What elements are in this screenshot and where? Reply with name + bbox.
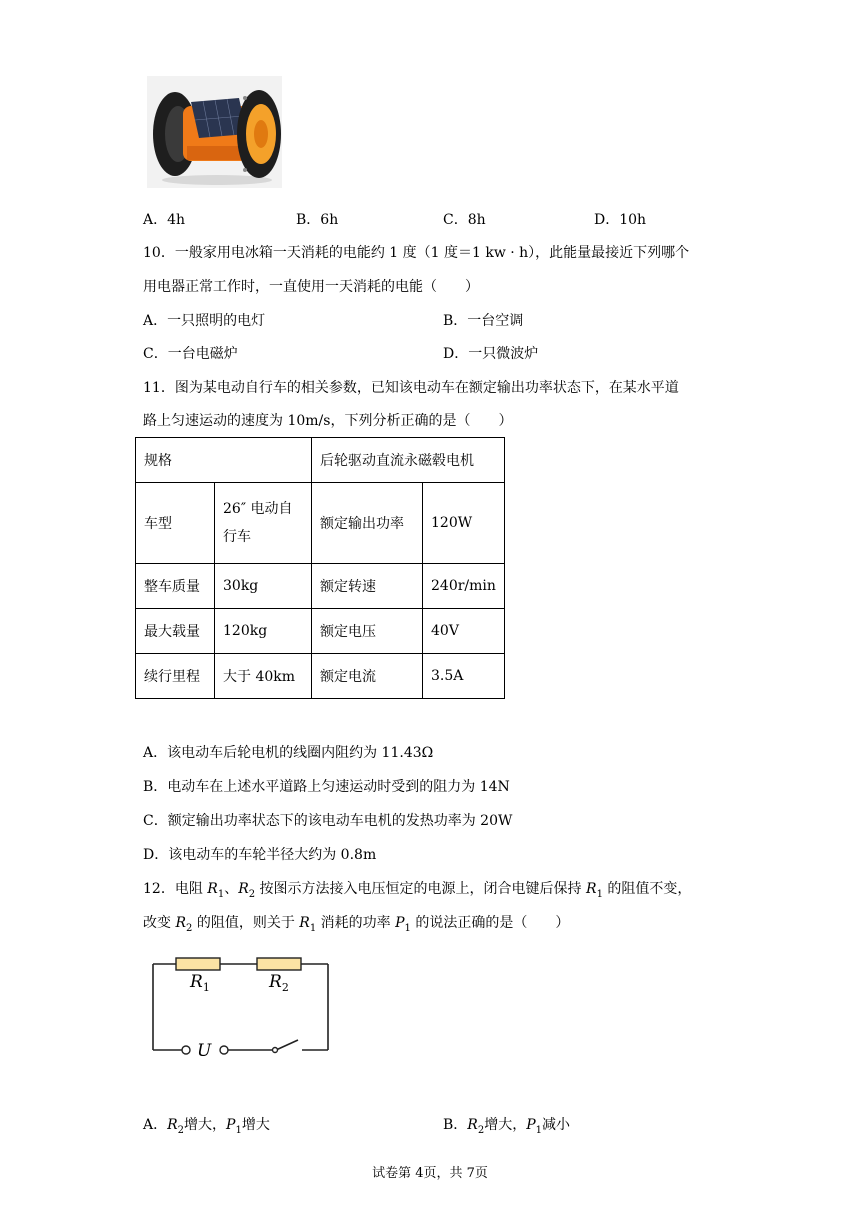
q12-text: 的说法正确的是（ ） [410, 915, 570, 931]
var-r: R [175, 915, 186, 931]
q12-stem-line1 [143, 878, 691, 900]
q10-option-c[interactable]: C．一台电磁炉 [143, 346, 238, 362]
subscript: 1 [535, 1124, 543, 1136]
q12-text: 、 [224, 881, 239, 897]
label-r2: $R_2$ [269, 972, 289, 994]
q9-option-a[interactable]: A．4h [143, 212, 186, 228]
q12-stem-line2 [143, 912, 569, 934]
table-cell: 规格 [136, 438, 312, 483]
subscript: 1 [309, 922, 317, 934]
label-r1: $R_1$ [190, 972, 210, 994]
var-r: R [167, 1117, 178, 1133]
table-cell: 40V [423, 609, 505, 654]
subscript: 1 [217, 888, 225, 900]
option-text: 增大， [484, 1117, 527, 1133]
var-p: P [226, 1117, 236, 1133]
table-cell: 30kg [215, 564, 312, 609]
q12-text: 12．电阻 [143, 881, 208, 897]
q12-option-a[interactable] [143, 1114, 270, 1136]
q9-option-b[interactable]: B．6h [296, 212, 339, 228]
table-cell: 整车质量 [136, 564, 215, 609]
q12-option-b[interactable] [443, 1114, 570, 1136]
spec-table [135, 437, 505, 699]
option-text: 增大 [241, 1117, 270, 1133]
q11-option-d[interactable]: D．该电动车的车轮半径大约为 0.8m [143, 847, 377, 863]
subscript: 1 [404, 922, 411, 934]
table-row [136, 483, 505, 564]
var-r: R [299, 915, 310, 931]
table-cell: 续行里程 [136, 654, 215, 699]
resistor-r1 [176, 958, 220, 970]
var-p: P [526, 1117, 536, 1133]
table-cell: 额定电压 [312, 609, 423, 654]
subscript: 2 [248, 888, 256, 900]
q10-option-d[interactable]: D．一只微波炉 [443, 346, 539, 362]
table-cell: 额定转速 [312, 564, 423, 609]
label-u: U [197, 1041, 212, 1061]
var-p: P [395, 915, 405, 931]
option-text: 减小 [542, 1117, 571, 1133]
subscript: 2 [186, 922, 193, 934]
table-cell: 大于 40km [215, 654, 312, 699]
resistor-r2 [257, 958, 301, 970]
subscript: 1 [596, 888, 603, 900]
q11-option-b[interactable]: B．电动车在上述水平道路上匀速运动时受到的阻力为 14N [143, 779, 510, 795]
option-label: A． [143, 1117, 168, 1133]
table-cell: 26″ 电动自行车 [215, 483, 312, 564]
table-cell: 120kg [215, 609, 312, 654]
q11-stem-line1: 11．图为某电动自行车的相关参数，已知该电动车在额定输出功率状态下，在某水平道 [143, 380, 679, 396]
q12-text: 改变 [143, 915, 176, 931]
subscript: 2 [477, 1124, 485, 1136]
var-r: R [586, 881, 597, 897]
q10-option-b[interactable]: B．一台空调 [443, 313, 524, 329]
table-cell: 额定电流 [312, 654, 423, 699]
subscript: 1 [235, 1124, 242, 1136]
q11-stem-line2: 路上匀速运动的速度为 10m/s，下列分析正确的是（ ） [143, 413, 513, 429]
var-r: R [238, 881, 249, 897]
table-cell: 车型 [136, 483, 215, 564]
var-r: R [467, 1117, 478, 1133]
q10-stem-line1: 10．一般家用电冰箱一天消耗的电能约 1 度（1 度＝1 kw · h），此能量最接近下列哪个 [143, 245, 690, 261]
table-cell: 3.5A [423, 654, 505, 699]
table-row [136, 438, 505, 483]
subscript: 2 [177, 1124, 185, 1136]
q10-option-a[interactable]: A．一只照明的电灯 [143, 313, 266, 329]
circuit-diagram [148, 954, 334, 1062]
q9-option-d[interactable]: D．10h [594, 212, 647, 228]
table-cell: 最大载量 [136, 609, 215, 654]
table-row [136, 609, 505, 654]
table-cell: 额定输出功率 [312, 483, 423, 564]
q12-text: 按图示方法接入电压恒定的电源上，闭合电键后保持 [255, 881, 587, 897]
table-cell: 120W [423, 483, 505, 564]
q11-option-a[interactable]: A．该电动车后轮电机的线圈内阻约为 11.43Ω [143, 745, 434, 761]
q9-option-c[interactable]: C．8h [443, 212, 486, 228]
q10-stem-line2: 用电器正常工作时，一直使用一天消耗的电能（ ） [143, 279, 479, 295]
q12-text: 消耗的功率 [316, 915, 396, 931]
q12-text: 的阻值不变， [602, 881, 692, 897]
q11-option-c[interactable]: C．额定输出功率状态下的该电动车电机的发热功率为 20W [143, 813, 513, 829]
table-cell: 后轮驱动直流永磁毂电机 [312, 438, 505, 483]
option-label: B． [443, 1117, 468, 1133]
option-text: 增大， [184, 1117, 227, 1133]
var-r: R [207, 881, 218, 897]
table-row [136, 564, 505, 609]
table-cell: 240r/min [423, 564, 505, 609]
page-footer: 试卷第 4页，共 7页 [372, 1166, 488, 1181]
solar-car-photo [147, 76, 282, 188]
q12-text: 的阻值，则关于 [192, 915, 300, 931]
table-row [136, 654, 505, 699]
